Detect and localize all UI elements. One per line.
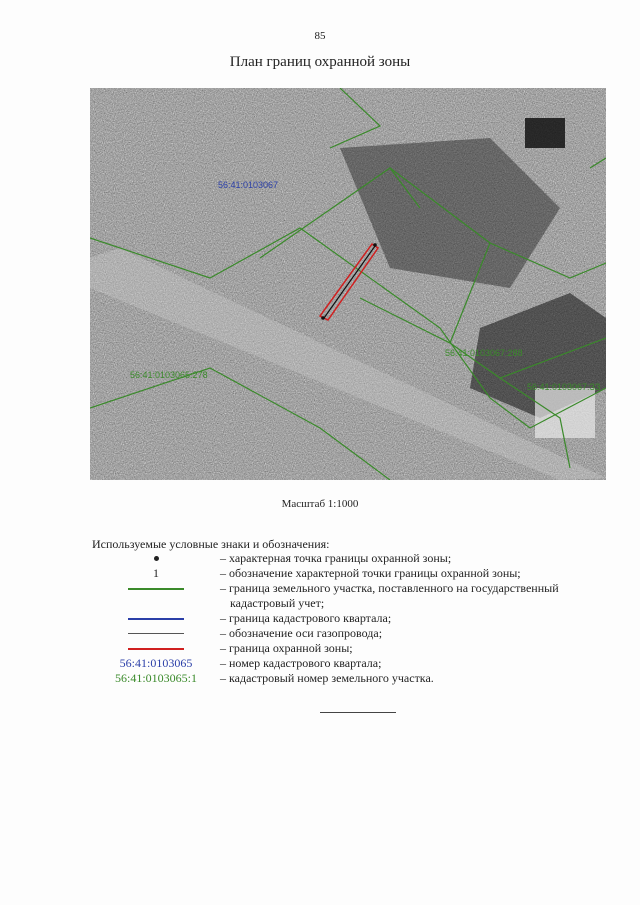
light-roof	[535, 388, 595, 438]
quarter-boundary-line-icon	[128, 618, 184, 620]
legend	[92, 551, 612, 686]
legend-text: – граница охранной зоны;	[220, 641, 353, 655]
dark-building	[525, 118, 565, 148]
legend-symbol	[92, 671, 220, 686]
legend-text: – обозначение оси газопровода;	[220, 626, 383, 640]
legend-text-line: – граница земельного участка, поставленного на государственный	[220, 581, 559, 595]
legend-symbol	[92, 611, 220, 626]
legend-text-continuation: кадастровый учет;	[230, 596, 325, 610]
parcel-number-label: 56:41:0103067:ЗЗ	[527, 382, 601, 392]
legend-text: – кадастровый номер земельного участка.	[220, 671, 434, 685]
legend-text	[220, 581, 612, 611]
legend-heading: Используемые условные знаки и обозначения:	[92, 537, 330, 551]
map-svg	[90, 88, 606, 480]
legend-item	[92, 551, 612, 566]
legend-symbol	[92, 626, 220, 641]
legend-item	[92, 581, 612, 611]
page-title: План границ охранной зоны	[229, 54, 411, 70]
legend-item	[92, 656, 612, 671]
quarter-number-symbol: 56:41:0103065	[119, 656, 193, 670]
legend-text: – характерная точка границы охранной зоны;	[220, 551, 452, 565]
legend-symbol	[92, 566, 220, 581]
zone-boundary-point	[373, 243, 377, 247]
parcel-number-label: 56:41:0103065:278	[130, 370, 208, 380]
legend-item	[92, 641, 612, 656]
parcel-number-label: 56:41:0103067:288	[445, 348, 523, 358]
legend-item	[92, 671, 612, 686]
legend-item	[92, 611, 612, 626]
legend-text: – граница кадастрового квартала;	[220, 611, 392, 625]
quarter-number-label: 56:41:0103067	[218, 180, 279, 190]
legend-symbol	[92, 551, 220, 566]
legend-text: – номер кадастрового квартала;	[220, 656, 382, 670]
point-marker-icon	[154, 556, 159, 561]
map-scale: Масштаб 1:1000	[281, 498, 359, 510]
gas-axis-line-icon	[128, 633, 184, 634]
protection-zone-line-icon	[128, 648, 184, 650]
parcel-boundary-line-icon	[128, 588, 184, 590]
legend-text: – обозначение характерной точки границы охранной зоны;	[220, 566, 521, 580]
legend-item	[92, 566, 612, 581]
parcel-number-symbol: 56:41:0103065:1	[114, 671, 197, 685]
zone-boundary-point	[321, 316, 325, 320]
legend-item	[92, 626, 612, 641]
aerial-map	[90, 88, 606, 480]
legend-symbol	[92, 581, 220, 596]
point-number-symbol: 1	[153, 566, 159, 580]
legend-symbol	[92, 656, 220, 671]
legend-symbol	[92, 641, 220, 656]
page-number: 85	[314, 30, 326, 42]
end-divider	[320, 712, 396, 713]
